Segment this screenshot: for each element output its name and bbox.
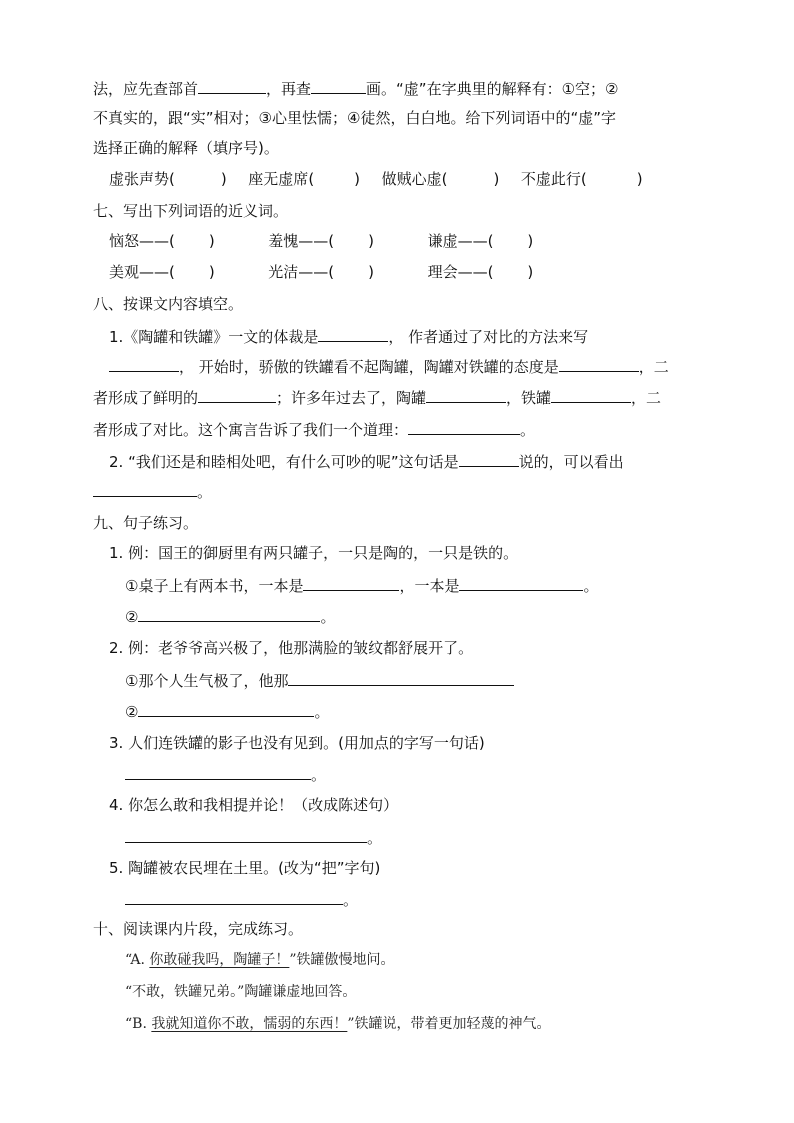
s9-q5-answer <box>125 889 358 910</box>
s7-row-2 <box>109 262 533 282</box>
blank-subject[interactable] <box>109 356 179 372</box>
answer-line[interactable] <box>288 670 514 686</box>
blank-contrast[interactable] <box>198 387 276 403</box>
text: 者形成了鲜明的 <box>93 389 199 407</box>
text: 画。“虚”在字典里的解释有：①空；② <box>366 80 619 98</box>
paren: ) <box>527 232 534 250</box>
text: ，二 <box>638 358 669 376</box>
section-7-title: 七、写出下列词语的近义词。 <box>93 202 289 220</box>
s9-q2-example: 2. 例：老爷爷高兴极了，他那满脸的皱纹都舒展开了。 <box>109 639 474 657</box>
synonym-item: 美观——( <box>109 263 175 281</box>
paren: ) <box>220 170 227 188</box>
text: 说的，可以看出 <box>518 453 624 471</box>
answer-line[interactable] <box>459 575 583 591</box>
text: 。 <box>314 703 330 721</box>
text: ①桌子上有两本书，一本是 <box>125 577 304 595</box>
s9-q2-a <box>125 670 514 691</box>
text: ，铁罐 <box>506 389 552 407</box>
text: 。 <box>311 766 327 784</box>
blank-radical[interactable] <box>198 78 266 94</box>
blank-moral[interactable] <box>408 419 520 435</box>
s9-q2-b <box>125 701 329 722</box>
s9-q3: 3. 人们连铁罐的影子也没有见到。(用加点的字写一句话) <box>109 734 485 752</box>
text: 。 <box>520 421 536 439</box>
answer-line[interactable] <box>125 827 367 843</box>
section-8-title: 八、按课文内容填空。 <box>93 295 244 313</box>
blank-speaker[interactable] <box>459 451 519 467</box>
text: ，一本是 <box>399 577 460 595</box>
text: ①那个人生气极了，他那 <box>125 672 289 690</box>
answer-line[interactable] <box>138 606 320 622</box>
answer-line[interactable] <box>125 764 311 780</box>
answer-line[interactable] <box>125 889 343 905</box>
text: ② <box>125 608 139 626</box>
paren: ( <box>580 170 587 188</box>
word-1: 虚张声势 <box>109 170 170 188</box>
word-4: 不虚此行 <box>520 170 581 188</box>
answer-line[interactable] <box>138 701 314 717</box>
s6-line-2: 不真实的，跟“实”相对；③心里怯懦；④徒然，白白地。给下列词语中的“虚”字 <box>93 109 616 127</box>
paren: ) <box>368 263 374 281</box>
section-9-title: 九、句子练习。 <box>93 514 199 532</box>
answer-line[interactable] <box>303 575 399 591</box>
text: ， 作者通过了对比的方法来写 <box>388 328 589 346</box>
synonym-item: 恼怒——( <box>109 232 175 250</box>
section-10-title: 十、阅读课内片段，完成练习。 <box>93 920 304 938</box>
s9-q4-answer <box>125 827 382 848</box>
paren: ) <box>493 170 500 188</box>
paren: ) <box>208 263 215 281</box>
paren: ) <box>354 170 361 188</box>
paren: ( <box>308 170 315 188</box>
synonym-item: 谦虚——( <box>427 232 494 250</box>
s8-q2-line-2 <box>93 481 212 502</box>
synonym-item: 理会——( <box>427 263 494 281</box>
passage-line-2: “不敢，铁罐兄弟。”陶罐谦虚地回答。 <box>125 984 357 1000</box>
text: 。 <box>320 608 336 626</box>
s9-q1-example: 1. 例：国王的御厨里有两只罐子，一只是陶的，一只是铁的。 <box>109 544 519 562</box>
text: 法，应先查部首 <box>93 80 199 98</box>
blank-iron-fate[interactable] <box>551 387 631 403</box>
text: “A. <box>125 952 150 968</box>
paren: ) <box>636 170 643 188</box>
s8-q1-line-2 <box>109 356 669 377</box>
underlined-sentence-a: 你敢碰我吗，陶罐子！ <box>149 952 290 968</box>
s6-words-row <box>109 169 643 189</box>
text: 2. “我们还是和睦相处吧，有什么可吵的呢”这句话是 <box>109 453 459 471</box>
paren: ) <box>368 232 374 250</box>
text: ，再查 <box>266 80 312 98</box>
s9-q5: 5. 陶罐被农民埋在土里。(改为“把”字句) <box>109 859 381 877</box>
s6-line-1 <box>93 78 618 99</box>
s9-q4: 4. 你怎么敢和我相提并论！（改成陈述句） <box>109 796 399 814</box>
text: “B. <box>125 1016 152 1032</box>
text: 。 <box>197 483 213 501</box>
text: ， 开始时，骄傲的铁罐看不起陶罐，陶罐对铁罐的态度是 <box>179 358 559 376</box>
paren: ) <box>527 263 534 281</box>
paren: ) <box>208 232 215 250</box>
text: ② <box>125 703 139 721</box>
passage-line-1 <box>125 950 395 970</box>
text: 者形成了对比。这个寓言告诉了我们一个道理： <box>93 421 409 439</box>
blank-inference[interactable] <box>93 481 197 497</box>
word-3: 做贼心虚 <box>381 170 442 188</box>
paren: ( <box>441 170 448 188</box>
text: ”铁罐傲慢地问。 <box>289 952 395 968</box>
blank-attitude[interactable] <box>559 356 639 372</box>
underlined-sentence-b: 我就知道你不敢，懦弱的东西！ <box>151 1016 348 1032</box>
text: ；许多年过去了，陶罐 <box>276 389 427 407</box>
blank-pottery-fate[interactable] <box>426 387 506 403</box>
s8-q2-line-1 <box>109 451 624 472</box>
s6-line-3: 选择正确的解释（填序号)。 <box>93 139 279 157</box>
text: ”铁罐说，带着更加轻蔑的神气。 <box>347 1016 551 1032</box>
synonym-item: 羞愧——( <box>268 232 335 250</box>
synonym-item: 光洁——( <box>268 263 335 281</box>
s9-q1-b <box>125 606 335 627</box>
text: 。 <box>583 577 599 595</box>
paren: ( <box>169 170 175 188</box>
s8-q1-line-1 <box>109 326 588 347</box>
text: ，二 <box>631 389 662 407</box>
blank-genre[interactable] <box>318 326 388 342</box>
s7-row-1 <box>109 231 533 251</box>
text: 。 <box>367 829 383 847</box>
s9-q1-a <box>125 575 598 596</box>
s8-q1-line-4 <box>93 419 535 440</box>
s9-q3-answer <box>125 764 326 785</box>
text: 1.《陶罐和铁罐》一文的体裁是 <box>109 328 319 346</box>
blank-strokes[interactable] <box>311 78 366 94</box>
passage-line-3 <box>125 1014 551 1034</box>
s8-q1-line-3 <box>93 387 661 408</box>
word-2: 座无虚席 <box>248 170 309 188</box>
text: 。 <box>343 891 359 909</box>
